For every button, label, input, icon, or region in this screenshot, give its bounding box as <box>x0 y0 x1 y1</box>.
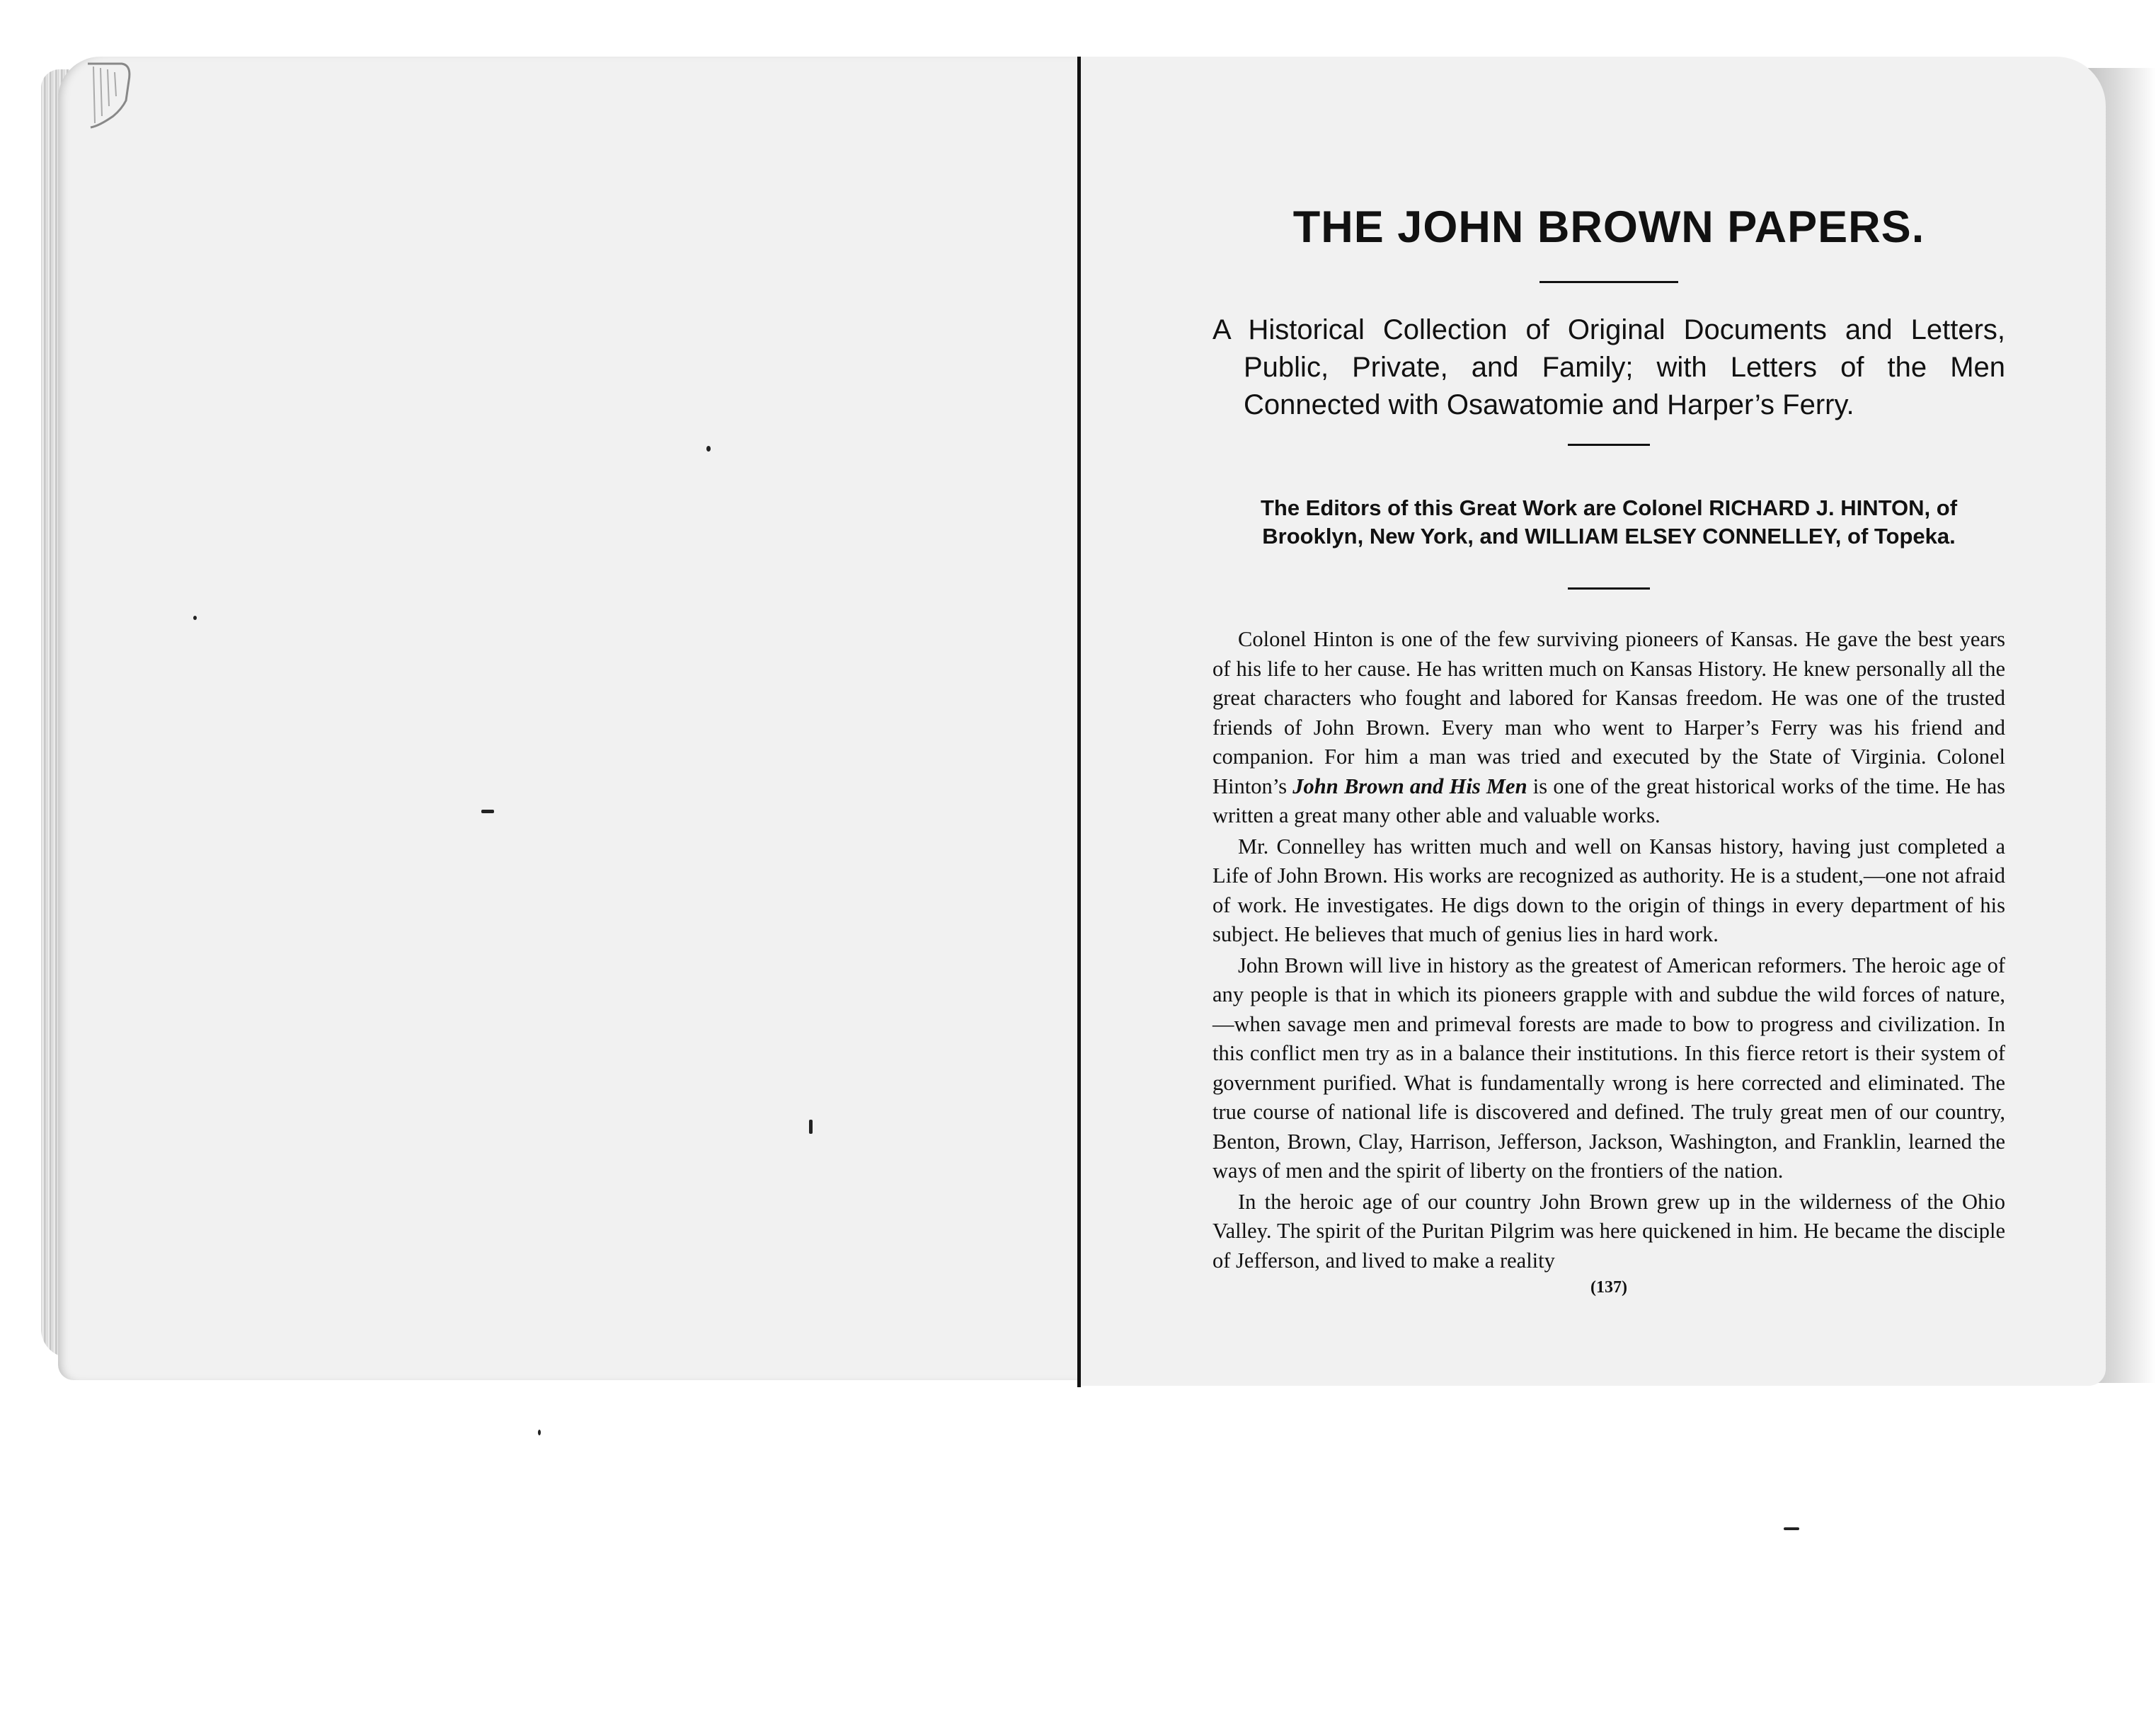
title-rule <box>1539 281 1678 283</box>
speck <box>809 1120 813 1134</box>
page-content <box>1212 202 2006 1297</box>
left-blank-page <box>58 57 1077 1380</box>
paragraph-heroic-age: John Brown will live in history as the greatest of American reformers. The heroic age of any people is that in which its pioneers grapple with and subdue the wild forces of nature,—when savage men and primeval forests are made to bow to progress and civilization. In this conflict men try as in a balance their institutions. In this fierce retort is their system of government purified. What is fundamentally wrong is here corrected and eliminated. The true course of national life is discovered and defined. The truly great men of our country, Benton, Brown, Clay, Harrison, Jefferson, Jackson, Washington, and Franklin, learned the ways of men and the spirit of liberty on the frontiers of the nation. <box>1212 953 2005 1183</box>
paragraph-connelley: Mr. Connelley has written much and well on Kansas history, having just completed a Life of John Brown. His works are recognized as authority. He is a student,—one not afraid of work. He investigates. He digs down to the origin of things in every department of his subject. He believes that much of genius lies in hard work. <box>1212 834 2005 946</box>
speck <box>481 810 494 813</box>
book-title: THE JOHN BROWN PAPERS. <box>1292 202 1925 252</box>
editors-credit: The Editors of this Great Work are Colonel RICHARD J. HINTON, of Brooklyn, New York, and WILLIAM ELSEY CONNELLEY, of Topeka. <box>1260 495 1958 549</box>
page-number: (137) <box>1590 1278 1627 1297</box>
subtitle-rule <box>1568 444 1650 446</box>
right-text-page <box>1081 57 2106 1386</box>
body-text <box>1212 625 2005 1275</box>
subtitle: A Historical Collection of Original Documents and Letters, Public, Private, and Family; with Letters of the Men Connected with Osawatomie and Harper’s Ferry. <box>1212 314 2005 420</box>
editors-rule <box>1568 587 1650 590</box>
speck <box>538 1430 541 1435</box>
text-run: Colonel Hinton is one of the few surviving pioneers of Kansas. He gave the best years of his life to her cause. He has written much on Kansas History. He knew personally all the great characters who fought and labored for Kansas freedom. He was one of the trusted friends of John Brown. Every man who went to Harper’s Ferry was his friend and companion. For him a man was tried and executed by the State of Virginia. Colonel Hinton’s <box>1212 627 2005 798</box>
speck <box>193 616 197 620</box>
text-run: is one of the great historical works of the time. He has written a great many other able and valuable works. <box>1212 774 2006 827</box>
speck <box>1784 1527 1799 1530</box>
paragraph-ohio-valley: In the heroic age of our country John Brown grew up in the wilderness of the Ohio Valley. The spirit of the Puritan Pilgrim was here quickened in him. He became the disciple of Jefferson, and lived to make a reality <box>1212 1189 2005 1273</box>
folded-corner-icon <box>85 59 134 130</box>
speck <box>706 446 711 452</box>
paragraph-hinton <box>1212 625 2005 831</box>
book-reference: John Brown and His Men <box>1292 774 1527 798</box>
